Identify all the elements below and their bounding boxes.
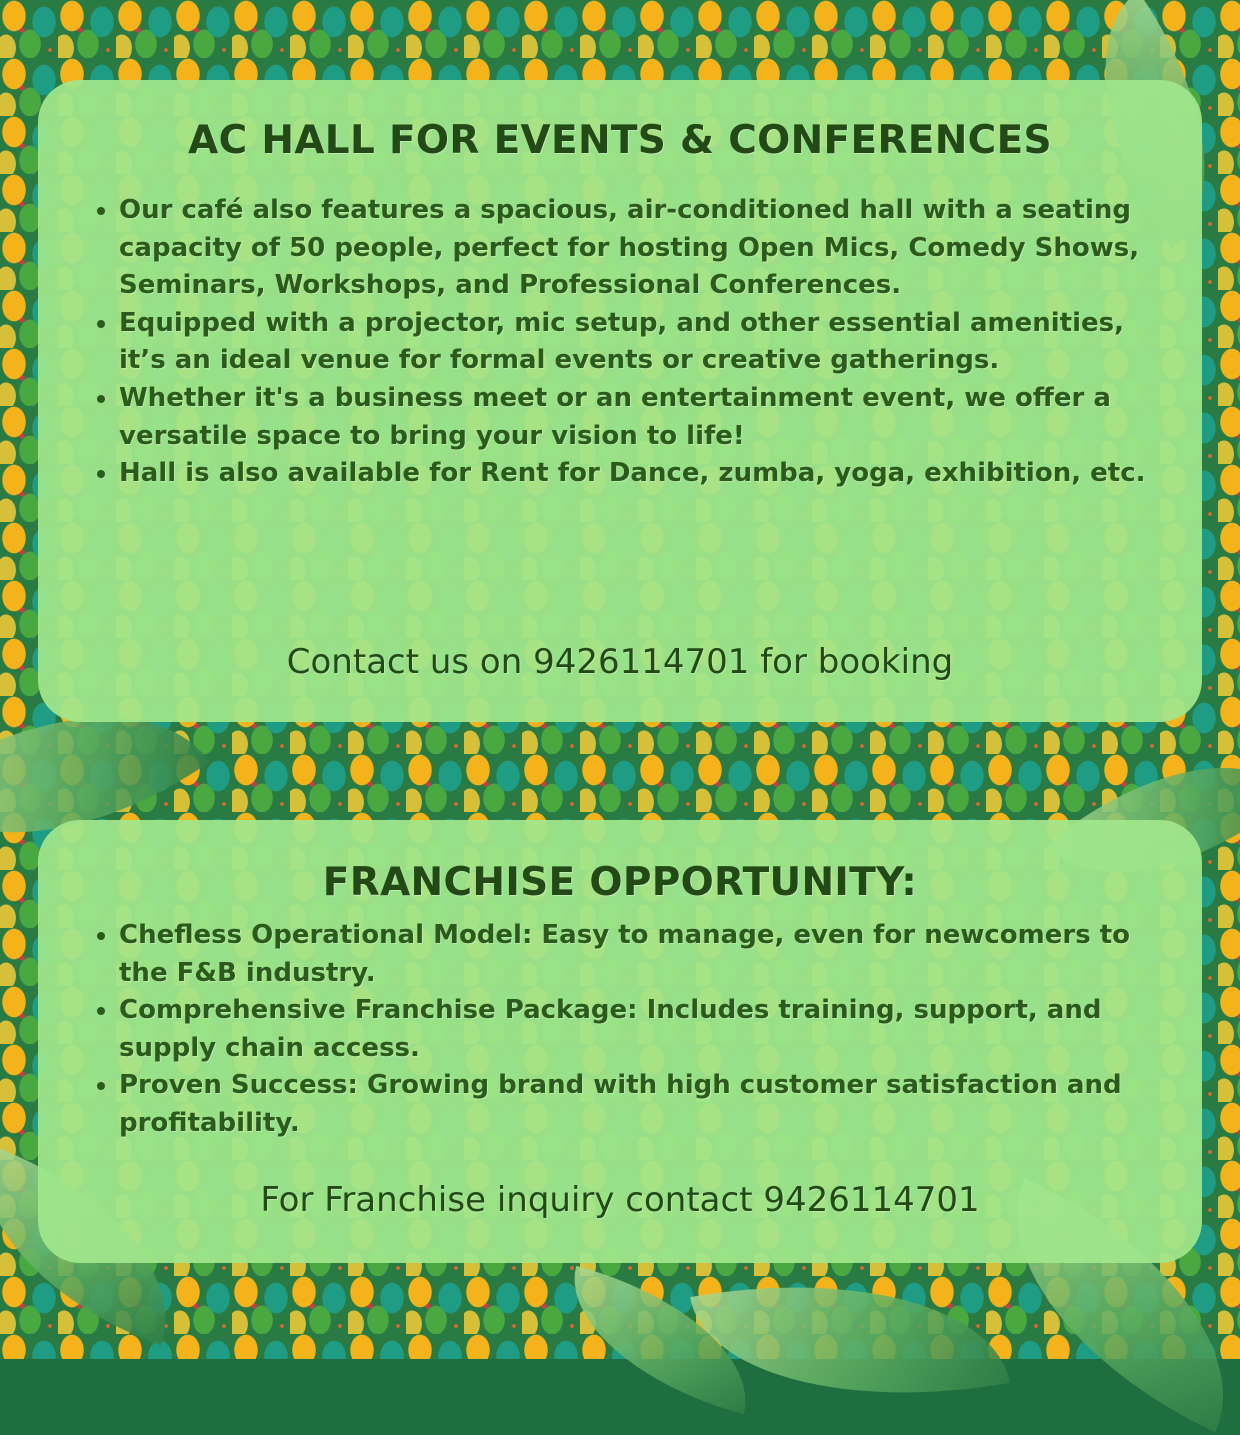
franchise-bullet-list: [82, 917, 1177, 1143]
franchise-panel: [38, 820, 1202, 1263]
franchise-bullet-success: • Proven Success: Growing brand with high customer satisfaction and profitability.: [119, 1067, 1177, 1142]
franchise-title: FRANCHISE OPPORTUNITY:: [322, 860, 918, 905]
events-bullet-capacity: • Our café also features a spacious, air-conditioned hall with a seating capacity of 50 people, perfect for hosting Open Mics, Comedy Shows, Seminars, Workshops, and Professional Conferences.: [119, 192, 1177, 305]
franchise-bullet-chefless: • Chefless Operational Model: Easy to manage, even for newcomers to the F&B industry.: [119, 917, 1177, 992]
events-bullet-versatile: • Whether it's a business meet or an entertainment event, we offer a versatile space to bring your vision to life!: [119, 380, 1177, 455]
franchise-contact: For Franchise inquiry contact 9426114701: [260, 1180, 980, 1220]
franchise-bullet-package: • Comprehensive Franchise Package: Includes training, support, and supply chain access.: [119, 992, 1177, 1067]
events-hall-bullet-list: [82, 192, 1177, 493]
booking-contact: Contact us on 9426114701 for booking: [286, 642, 954, 682]
events-bullet-equipment: • Equipped with a projector, mic setup, and other essential amenities, it’s an ideal venue for formal events or creative gatherings.: [119, 305, 1177, 380]
events-hall-panel: [38, 80, 1202, 722]
events-hall-title: AC HALL FOR EVENTS & CONFERENCES: [188, 118, 1052, 163]
events-bullet-rent: • Hall is also available for Rent for Dance, zumba, yoga, exhibition, etc.: [119, 455, 1177, 493]
